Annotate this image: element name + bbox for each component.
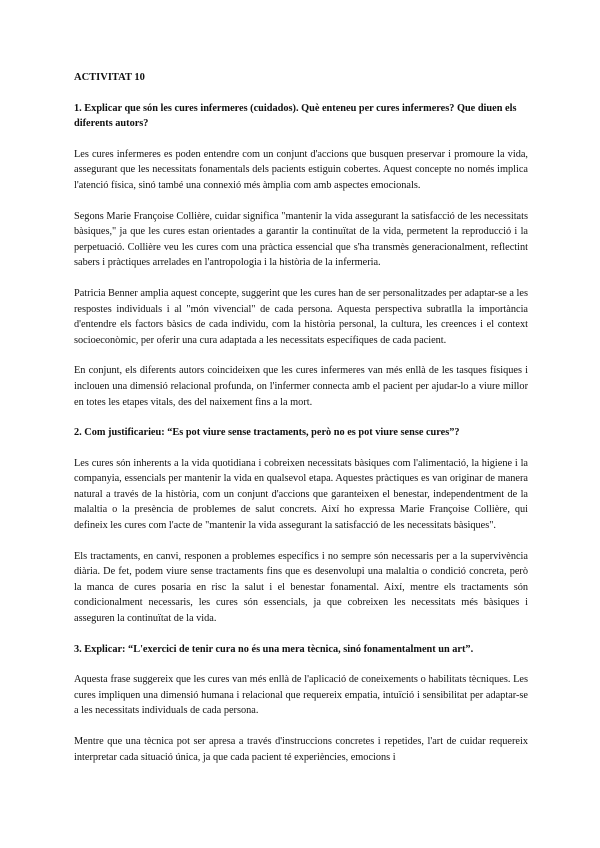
paragraph: Aquesta frase suggereix que les cures van més enllà de l'aplicació de coneixements o habilitats tècniques. Les cures impliquen una dimensió humana i relacional que requereix empatia, intuïció i sensibilitat per adaptar-se a les necessitats individuals de cada persona. <box>74 674 528 717</box>
paragraph: En conjunt, els diferents autors coincideixen que les cures infermeres van més enllà de les tasques físiques i inclouen una dimensió relacional profunda, on l'infermer connecta amb el pacient per ajudar-lo a viure millor en totes les etapes vitals, des del naixement fins a la mort. <box>74 365 528 408</box>
paragraph: Els tractaments, en canvi, responen a problemes específics i no sempre són necessaris per a la supervivència diària. De fet, podem viure sense tractaments fins que es desenvolupi una malaltia o condició concreta, però la manca de cures posaria en risc la salut i el benestar fonamental. Així, mentre els tractaments són condicionalment necessaris, les cures són essencials, ja que cobreixen les necessitats més bàsiques i asseguren la continuïtat de la vida. <box>74 550 528 625</box>
section-heading: 1. Explicar que són les cures infermeres (cuidados). Què enteneu per cures infermeres? Que diuen els diferents autors? <box>74 102 517 130</box>
section-3 <box>74 642 528 766</box>
section-2 <box>74 425 528 627</box>
section-heading: 2. Com justificarieu: “Es pot viure sense tractaments, però no es pot viure sense cures”? <box>74 427 460 439</box>
paragraph: Les cures són inherents a la vida quotidiana i cobreixen necessitats bàsiques com l'alimentació, la higiene i la companyia, essencials per mantenir la vida en qualsevol etapa. Aquestes pràctiques es van originar de manera natural a través de la història, com un conjunt d'accions que garanteixen el benestar, independentment de la malaltia o la presència de problemes de salut concrets. Així ho expressa Marie Françoise Collière, qui defineix les cures com l'acte de "mantenir la vida assegurant la satisfacció de les necessitats bàsiques". <box>74 457 528 532</box>
section-heading: 3. Explicar: “L'exercici de tenir cura no és una mera tècnica, sinó fonamentalment un art”. <box>74 643 474 655</box>
paragraph: Les cures infermeres es poden entendre com un conjunt d'accions que busquen preservar i promoure la vida, assegurant que les necessitats fonamentals dels pacients estiguin cobertes. Aquest concepte no només implica l'atenció física, sinó també una connexió més àmplia com amb aspectes emocionals. <box>74 148 528 191</box>
section-1 <box>74 101 528 411</box>
document-page <box>74 70 528 765</box>
document-title: ACTIVITAT 10 <box>74 72 145 83</box>
paragraph: Mentre que una tècnica pot ser apresa a través d'instruccions concretes i repetides, l'art de cuidar requereix interpretar cada situació única, ja que cada pacient té experiències, emocions i <box>74 736 528 763</box>
paragraph: Patricia Benner amplia aquest concepte, suggerint que les cures han de ser personalitzades per adaptar-se a les respostes individuals i al "món vivencial" de cada persona. Aquesta perspectiva subratlla la importància d'entendre els factors bàsics de cada individu, com la història personal, la cultura, les creences i el context socioeconòmic, per oferir una cura adaptada a les necessitats específiques de cada pacient. <box>74 287 528 346</box>
paragraph: Segons Marie Françoise Collière, cuidar significa "mantenir la vida assegurant la satisfacció de les necessitats bàsiques," ja que les cures estan orientades a garantir la continuïtat de la vida, permetent la reproducció i la perpetuació. Collière veu les cures com una pràctica essencial que s'ha transmès generacionalment, reflectint sabers i pràctiques arrelades en l'antropologia i la història de la infermeria. <box>74 210 528 269</box>
